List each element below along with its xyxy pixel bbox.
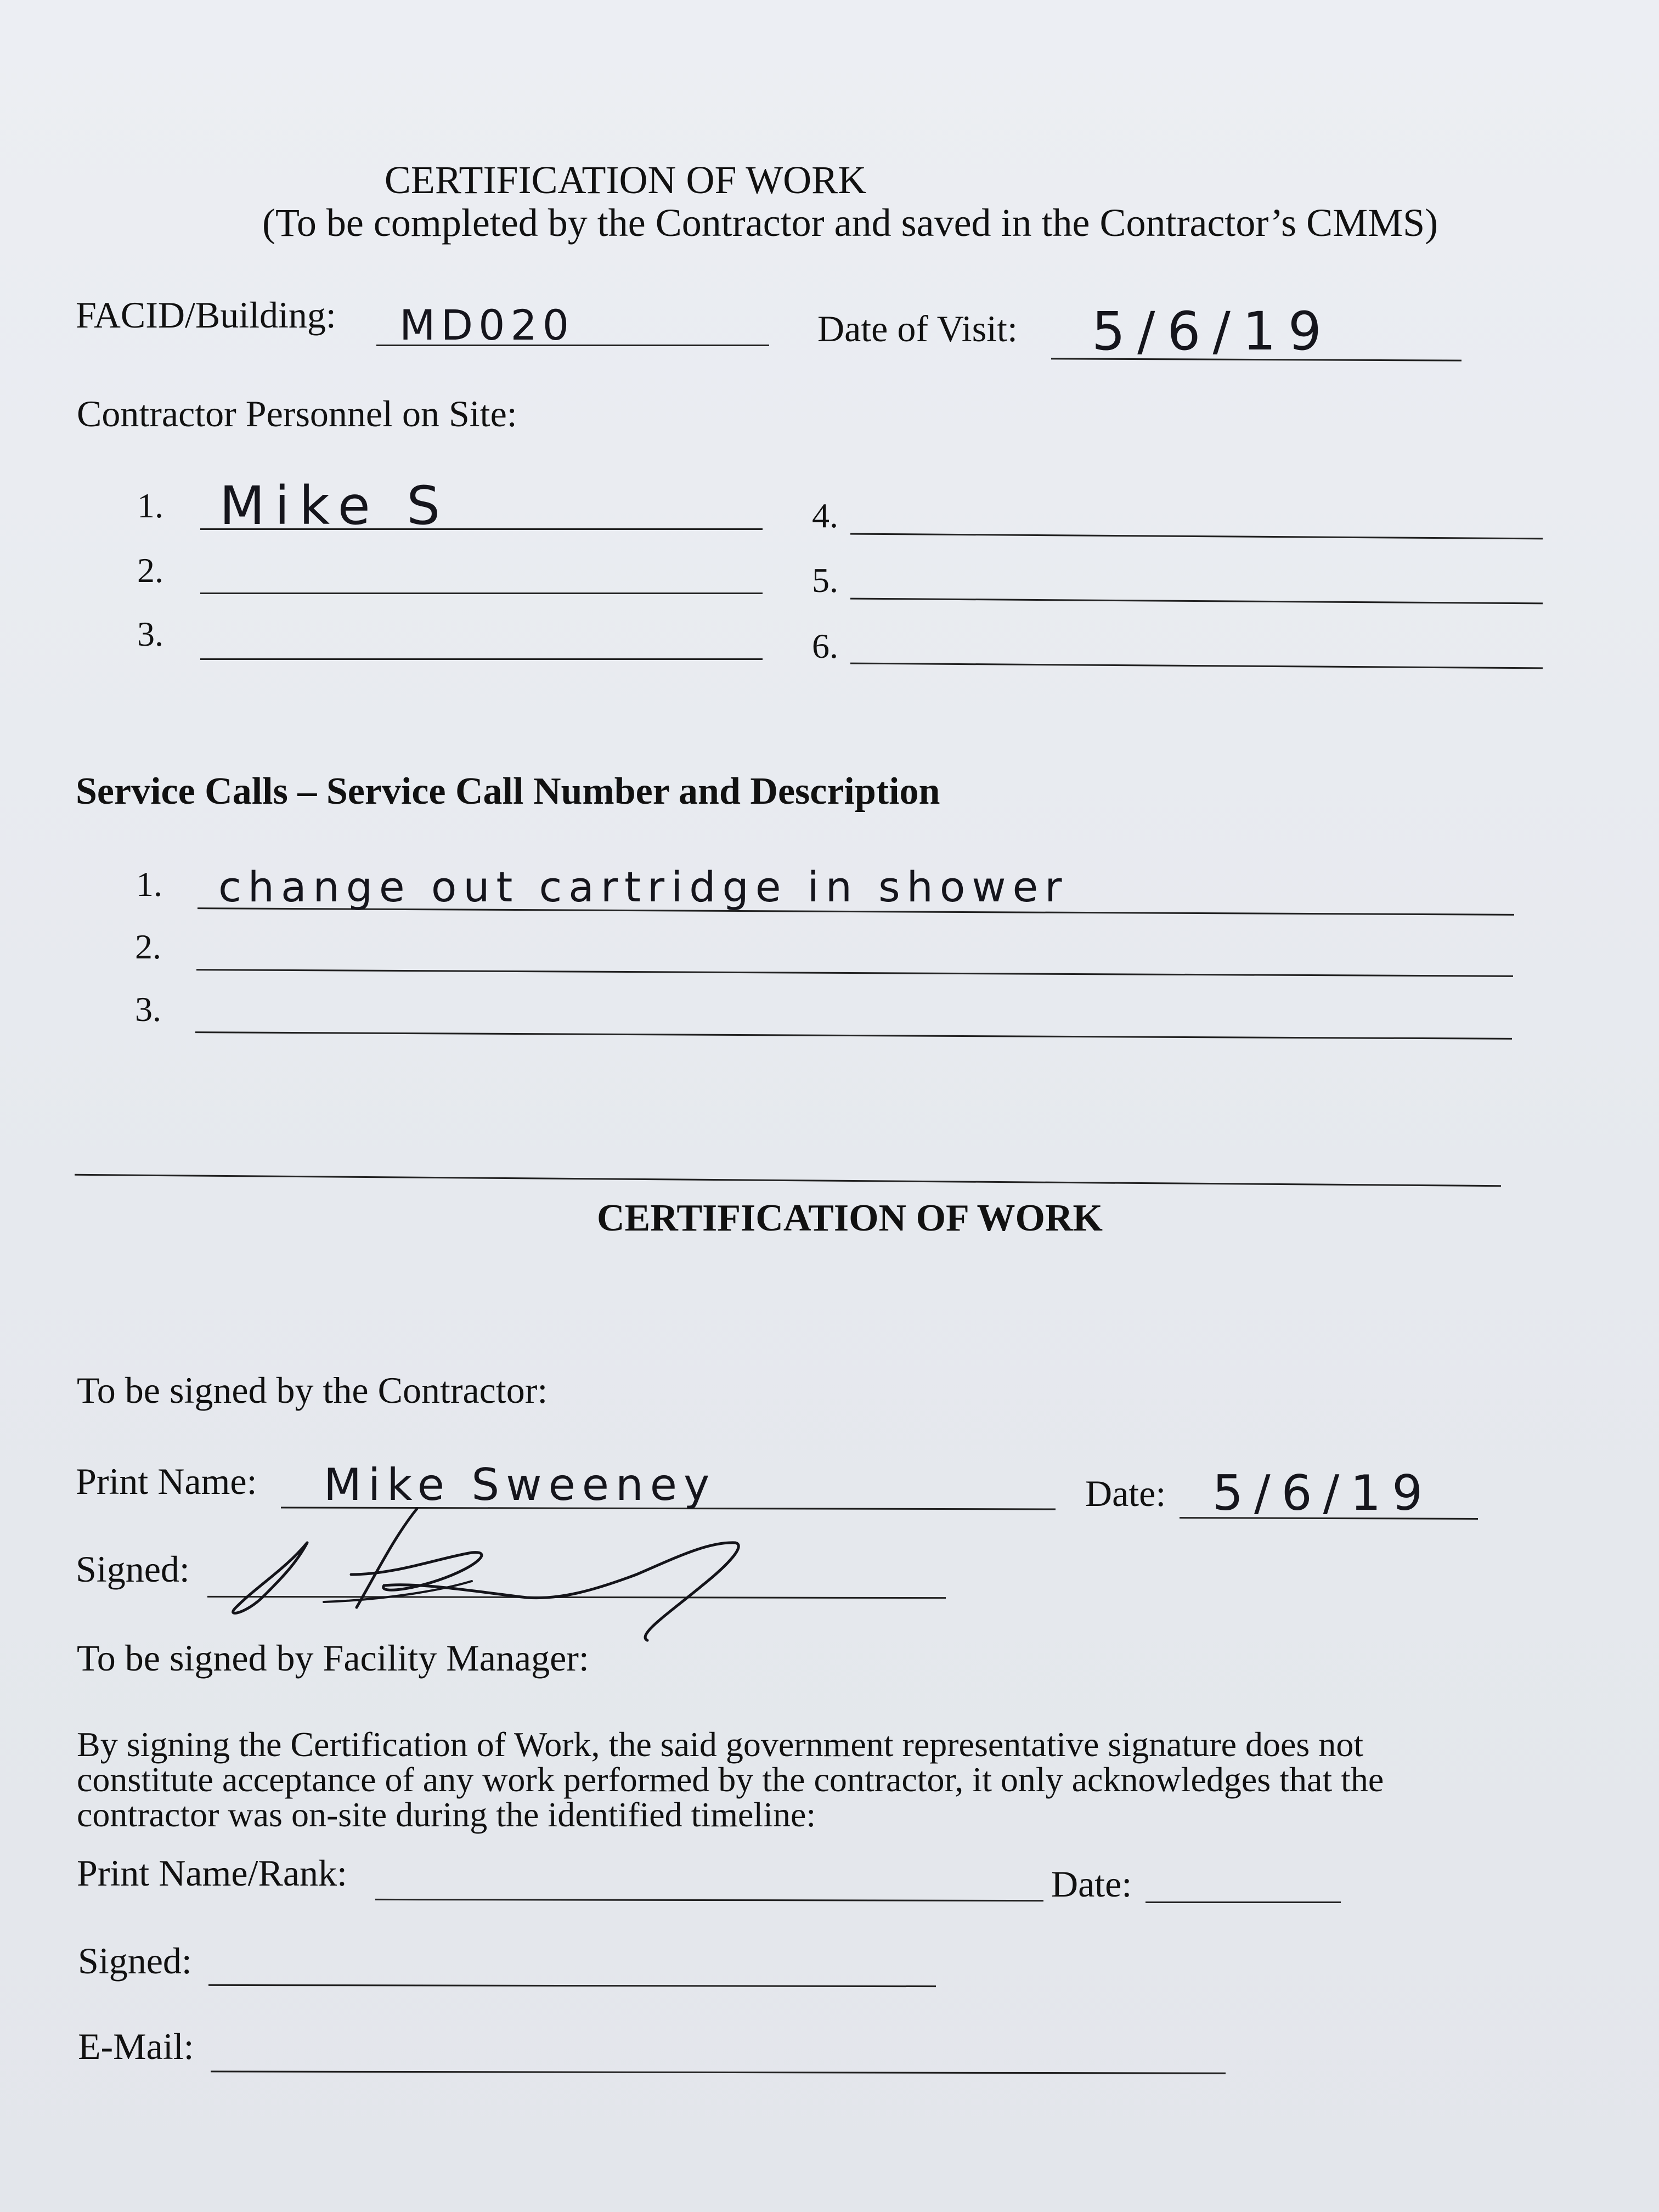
personnel-num-2: 2. (137, 551, 163, 590)
service-call-line-3 (195, 1031, 1512, 1040)
visit-date-label: Date of Visit: (817, 308, 1018, 349)
facility-sign-label: To be signed by Facility Manager: (77, 1637, 589, 1679)
disclaimer-paragraph (77, 1727, 1558, 1832)
service-calls-heading: Service Calls – Service Call Number and Description (76, 770, 940, 812)
service-call-value-1[interactable]: change out cartridge in shower (218, 862, 1069, 911)
fm-date-label: Date: (1051, 1863, 1132, 1905)
contractor-signed-label: Signed: (76, 1548, 190, 1590)
print-name-value[interactable]: Mike Sweeney (324, 1459, 716, 1510)
service-call-num-3: 3. (135, 990, 161, 1029)
section-divider (75, 1174, 1501, 1187)
contractor-date-value[interactable]: 5/6/19 (1212, 1465, 1434, 1521)
email-label: E-Mail: (78, 2025, 194, 2067)
personnel-line-3 (200, 658, 763, 660)
personnel-num-6: 6. (812, 627, 838, 665)
contractor-date-label: Date: (1085, 1472, 1166, 1514)
personnel-num-3: 3. (137, 614, 163, 653)
fm-date-line (1146, 1901, 1341, 1903)
service-call-line-2 (196, 969, 1513, 977)
personnel-label: Contractor Personnel on Site: (77, 393, 517, 435)
personnel-line-5 (850, 598, 1543, 605)
personnel-num-5: 5. (812, 561, 838, 600)
fm-signed-label: Signed: (78, 1940, 192, 1982)
personnel-num-1: 1. (137, 486, 163, 525)
facid-value[interactable]: MD020 (399, 301, 575, 349)
personnel-value-1[interactable]: Mike S (219, 475, 450, 537)
fm-signed-line (208, 1984, 936, 1987)
form-subtitle: (To be completed by the Contractor and saved in the Contractor’s CMMS) (262, 201, 1438, 245)
print-name-rank-line (375, 1899, 1043, 1901)
contractor-sign-label: To be signed by the Contractor: (77, 1369, 548, 1411)
form-page: CERTIFICATION OF WORK (To be completed by the Contractor and saved in the Contractor’s CMMS) FACID/Building: MD020 Date of Visit: 5/6/19 Contractor Personnel on Site: 1. Mike S 2. 3. 4. 5. 6. Service Calls – Service Call Number and Description 1. change out cartridge in shower 2. 3. CERTIFICATION OF WORK To be signed by the Contractor: Print Name: Mike Sweeney Date: 5/6/19 Signed: To be signed by Facility Manager: By signing the Certification of Work, the said government representative signature does not constitute acceptance of any work performed by the contractor, it only acknowledges that the contractor was on-site during the identified timeline: Print Name/Rank: Date: Signed: E-Mail: (0, 0, 1659, 2212)
personnel-line-4 (850, 533, 1543, 540)
visit-date-value[interactable]: 5/6/19 (1092, 301, 1334, 362)
service-call-num-1: 1. (136, 865, 162, 904)
print-name-label: Print Name: (76, 1460, 257, 1502)
contractor-signed-line (207, 1596, 946, 1599)
disclaimer-line-3: contractor was on-site during the identified timeline: (77, 1795, 816, 1834)
email-line (211, 2070, 1226, 2074)
personnel-num-4: 4. (812, 496, 838, 535)
disclaimer-line-1: By signing the Certification of Work, the said government representative signature does not (77, 1725, 1364, 1764)
disclaimer-line-2: constitute acceptance of any work performed by the contractor, it only acknowledges that the (77, 1760, 1384, 1799)
personnel-line-2 (200, 592, 763, 594)
print-name-rank-label: Print Name/Rank: (77, 1852, 347, 1894)
facid-label: FACID/Building: (76, 294, 336, 336)
service-call-num-2: 2. (135, 927, 161, 966)
certification-heading: CERTIFICATION OF WORK (597, 1197, 1103, 1239)
personnel-line-6 (850, 663, 1543, 669)
